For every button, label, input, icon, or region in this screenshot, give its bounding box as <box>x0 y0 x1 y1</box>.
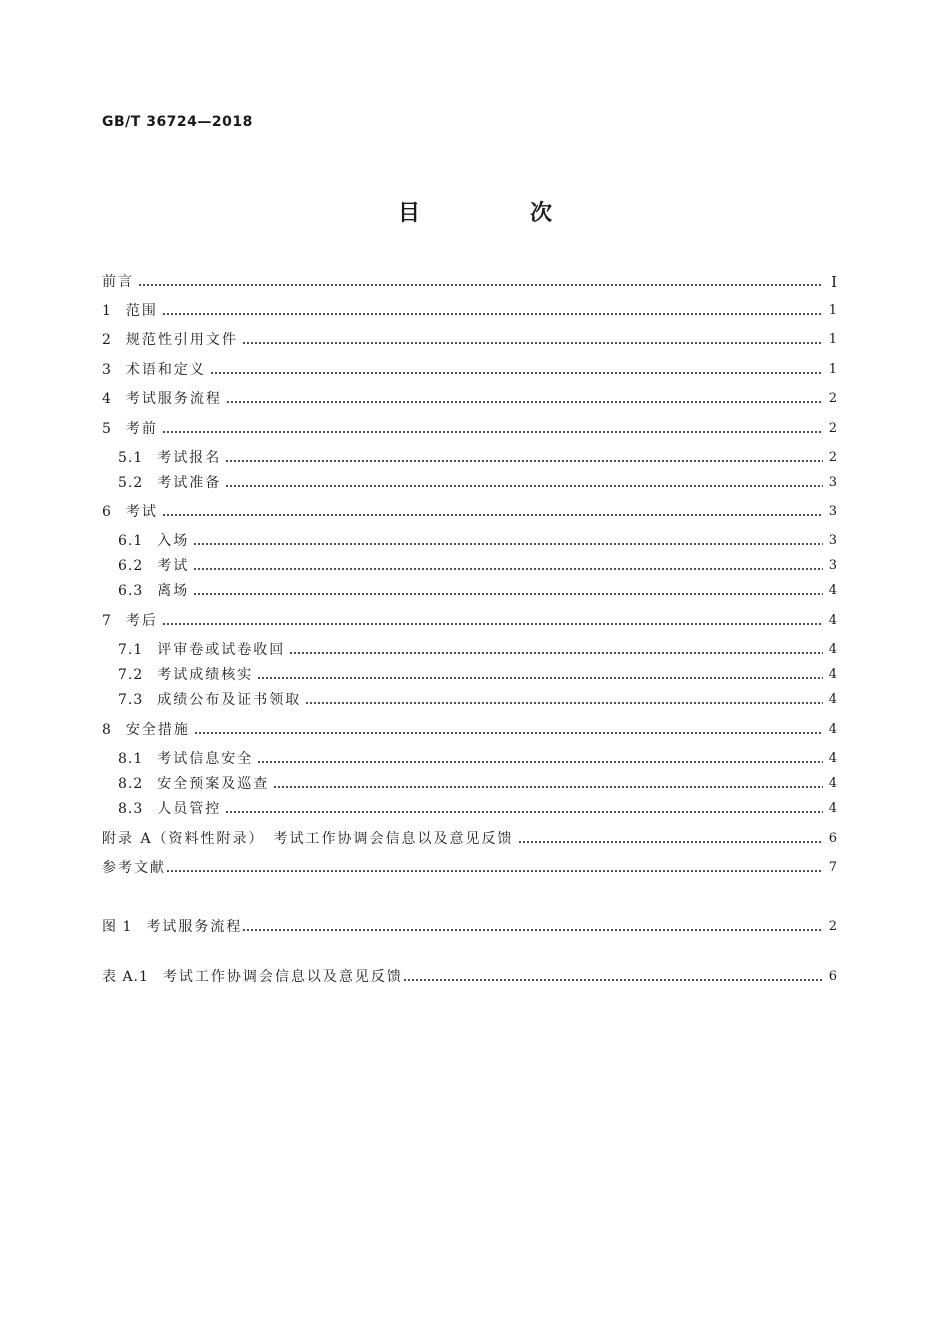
dot-leader <box>305 688 822 712</box>
dot-leader <box>162 500 823 524</box>
dot-leader <box>518 827 823 851</box>
toc-entry-text: 考试成绩核实 <box>157 667 254 683</box>
toc-page-number: 6 <box>828 831 837 846</box>
toc-entry-6-2[interactable] <box>118 554 837 578</box>
toc-entry-number: 3 <box>102 362 112 378</box>
toc-page-number: 4 <box>828 642 837 657</box>
dot-leader <box>162 417 823 441</box>
dot-leader <box>242 328 823 352</box>
toc-entry-7-2[interactable] <box>118 663 837 687</box>
toc-entry-text: 入场 <box>157 533 190 549</box>
dot-leader <box>138 270 823 294</box>
dot-leader <box>194 718 823 742</box>
dot-leader <box>403 965 823 989</box>
toc-entry-8-3[interactable] <box>118 797 837 821</box>
toc-entry-number: 2 <box>102 332 112 348</box>
toc-page-number: 3 <box>828 504 837 519</box>
dot-leader <box>273 772 822 796</box>
toc-entry-5-1[interactable] <box>118 446 837 470</box>
toc-entry-text: 安全措施 <box>125 722 190 738</box>
dot-leader <box>193 529 822 553</box>
toc-entry-number: 8 <box>102 722 112 738</box>
toc-entry-number: 6.2 <box>118 558 144 574</box>
toc-entry-7-1[interactable] <box>118 638 837 662</box>
toc-entry-8-2[interactable] <box>118 772 837 796</box>
toc-title: 目 次 <box>397 201 596 226</box>
dot-leader <box>193 579 822 603</box>
dot-leader <box>193 554 822 578</box>
toc-page-number: 4 <box>828 692 837 707</box>
dot-leader <box>242 915 822 939</box>
toc-entry-number: 7.2 <box>118 667 144 683</box>
toc-entry-6-1[interactable] <box>118 529 837 553</box>
dot-leader <box>162 609 823 633</box>
toc-entry-annex-a[interactable] <box>102 827 837 851</box>
toc-page-number: 4 <box>828 776 837 791</box>
toc-page-number: 4 <box>828 801 837 816</box>
toc-entry-number: 7.1 <box>118 642 144 658</box>
toc-entry-number: 6 <box>102 504 112 520</box>
toc-page-number: 2 <box>828 421 837 436</box>
toc-entry-5-2[interactable] <box>118 471 837 495</box>
toc-entry-6-3[interactable] <box>118 579 837 603</box>
dot-leader <box>210 358 823 382</box>
toc-entry-number: 6.1 <box>118 533 144 549</box>
toc-entry-1[interactable] <box>102 299 837 323</box>
dot-leader <box>166 856 823 880</box>
toc-entry-text: 规范性引用文件 <box>125 332 238 348</box>
toc-entry-text: 考试服务流程 <box>125 391 222 407</box>
toc-entry-7-3[interactable] <box>118 688 837 712</box>
dot-leader <box>226 387 823 411</box>
toc-entry-number: 1 <box>102 303 112 319</box>
toc-entry-text: 考试信息安全 <box>157 751 254 767</box>
toc-entry-text: 范围 <box>125 303 158 319</box>
toc-entry-number: 表 A.1 <box>102 969 149 985</box>
toc-page-number: 3 <box>828 558 837 573</box>
dot-leader <box>289 638 822 662</box>
toc-entry-4[interactable] <box>102 387 837 411</box>
toc-page-number: 2 <box>828 450 837 465</box>
toc-entry-6[interactable] <box>102 500 837 524</box>
dot-leader <box>257 663 822 687</box>
toc-page-number: 7 <box>828 860 837 875</box>
toc-entry-text: 离场 <box>157 583 190 599</box>
toc-entry-number: 8.2 <box>118 776 144 792</box>
toc-entry-text: 评审卷或试卷收回 <box>157 642 286 658</box>
toc-entry-7[interactable] <box>102 609 837 633</box>
toc-entry-text: 人员管控 <box>157 801 222 817</box>
toc-entry-foreword[interactable] <box>102 270 837 294</box>
dot-leader <box>162 299 823 323</box>
toc-entry-text: 安全预案及巡查 <box>157 776 270 792</box>
toc-entry-text: 考试工作协调会信息以及意见反馈 <box>162 969 403 985</box>
toc-entry-number: 7 <box>102 613 112 629</box>
toc-entry-8-1[interactable] <box>118 747 837 771</box>
dot-leader <box>225 797 822 821</box>
toc-page-number: 4 <box>828 722 837 737</box>
toc-page-number: 4 <box>828 613 837 628</box>
toc-entry-text: 考前 <box>125 421 158 437</box>
toc-page-number: 3 <box>828 533 837 548</box>
toc-page-number: 2 <box>828 391 837 406</box>
toc-entry-number: 7.3 <box>118 692 144 708</box>
toc-entry-number: 5.1 <box>118 450 144 466</box>
dot-leader <box>225 471 822 495</box>
toc-page-number: 1 <box>828 303 837 318</box>
toc-page-number: 1 <box>828 362 837 377</box>
toc-entry-8[interactable] <box>102 718 837 742</box>
toc-entry-number: 4 <box>102 391 112 407</box>
dot-leader <box>225 446 822 470</box>
toc-entry-text: 术语和定义 <box>125 362 206 378</box>
toc-page-number: Ⅰ <box>831 273 837 291</box>
toc-entry-text: 考试服务流程 <box>146 919 243 935</box>
toc-entry-bibliography[interactable] <box>102 856 837 880</box>
toc-page-number: 6 <box>828 969 837 984</box>
toc-entry-figure-1[interactable] <box>102 915 837 939</box>
toc-entry-text: 考试 <box>157 558 190 574</box>
toc-page-number: 4 <box>828 751 837 766</box>
toc-entry-number: 8.3 <box>118 801 144 817</box>
toc-entry-text: 考试准备 <box>157 475 222 491</box>
toc-entry-5[interactable] <box>102 417 837 441</box>
dot-leader <box>257 747 822 771</box>
toc-entry-text: 考试 <box>125 504 158 520</box>
toc-entry-2[interactable] <box>102 328 837 352</box>
toc-entry-3[interactable] <box>102 358 837 382</box>
toc-entry-text: 参考文献 <box>102 860 166 876</box>
toc-entry-number: 6.3 <box>118 583 144 599</box>
toc-page-number: 1 <box>828 332 837 347</box>
toc-entry-text: 考试报名 <box>157 450 222 466</box>
toc-entry-table-a1[interactable] <box>102 965 837 989</box>
toc-entry-text: 考后 <box>125 613 158 629</box>
toc-page-number: 4 <box>828 667 837 682</box>
toc-page-number: 4 <box>828 583 837 598</box>
toc-entry-text: 附录 A（资料性附录） 考试工作协调会信息以及意见反馈 <box>102 831 514 847</box>
toc-entry-number: 5.2 <box>118 475 144 491</box>
toc-entry-number: 8.1 <box>118 751 144 767</box>
toc-page-number: 2 <box>828 919 837 934</box>
toc-entry-text: 成绩公布及证书领取 <box>157 692 302 708</box>
toc-entry-text: 前言 <box>102 274 134 290</box>
toc-entry-number: 5 <box>102 421 112 437</box>
standard-code: GB/T 36724—2018 <box>102 114 253 130</box>
toc-entry-number: 图 1 <box>102 919 133 935</box>
toc-page-number: 3 <box>828 475 837 490</box>
